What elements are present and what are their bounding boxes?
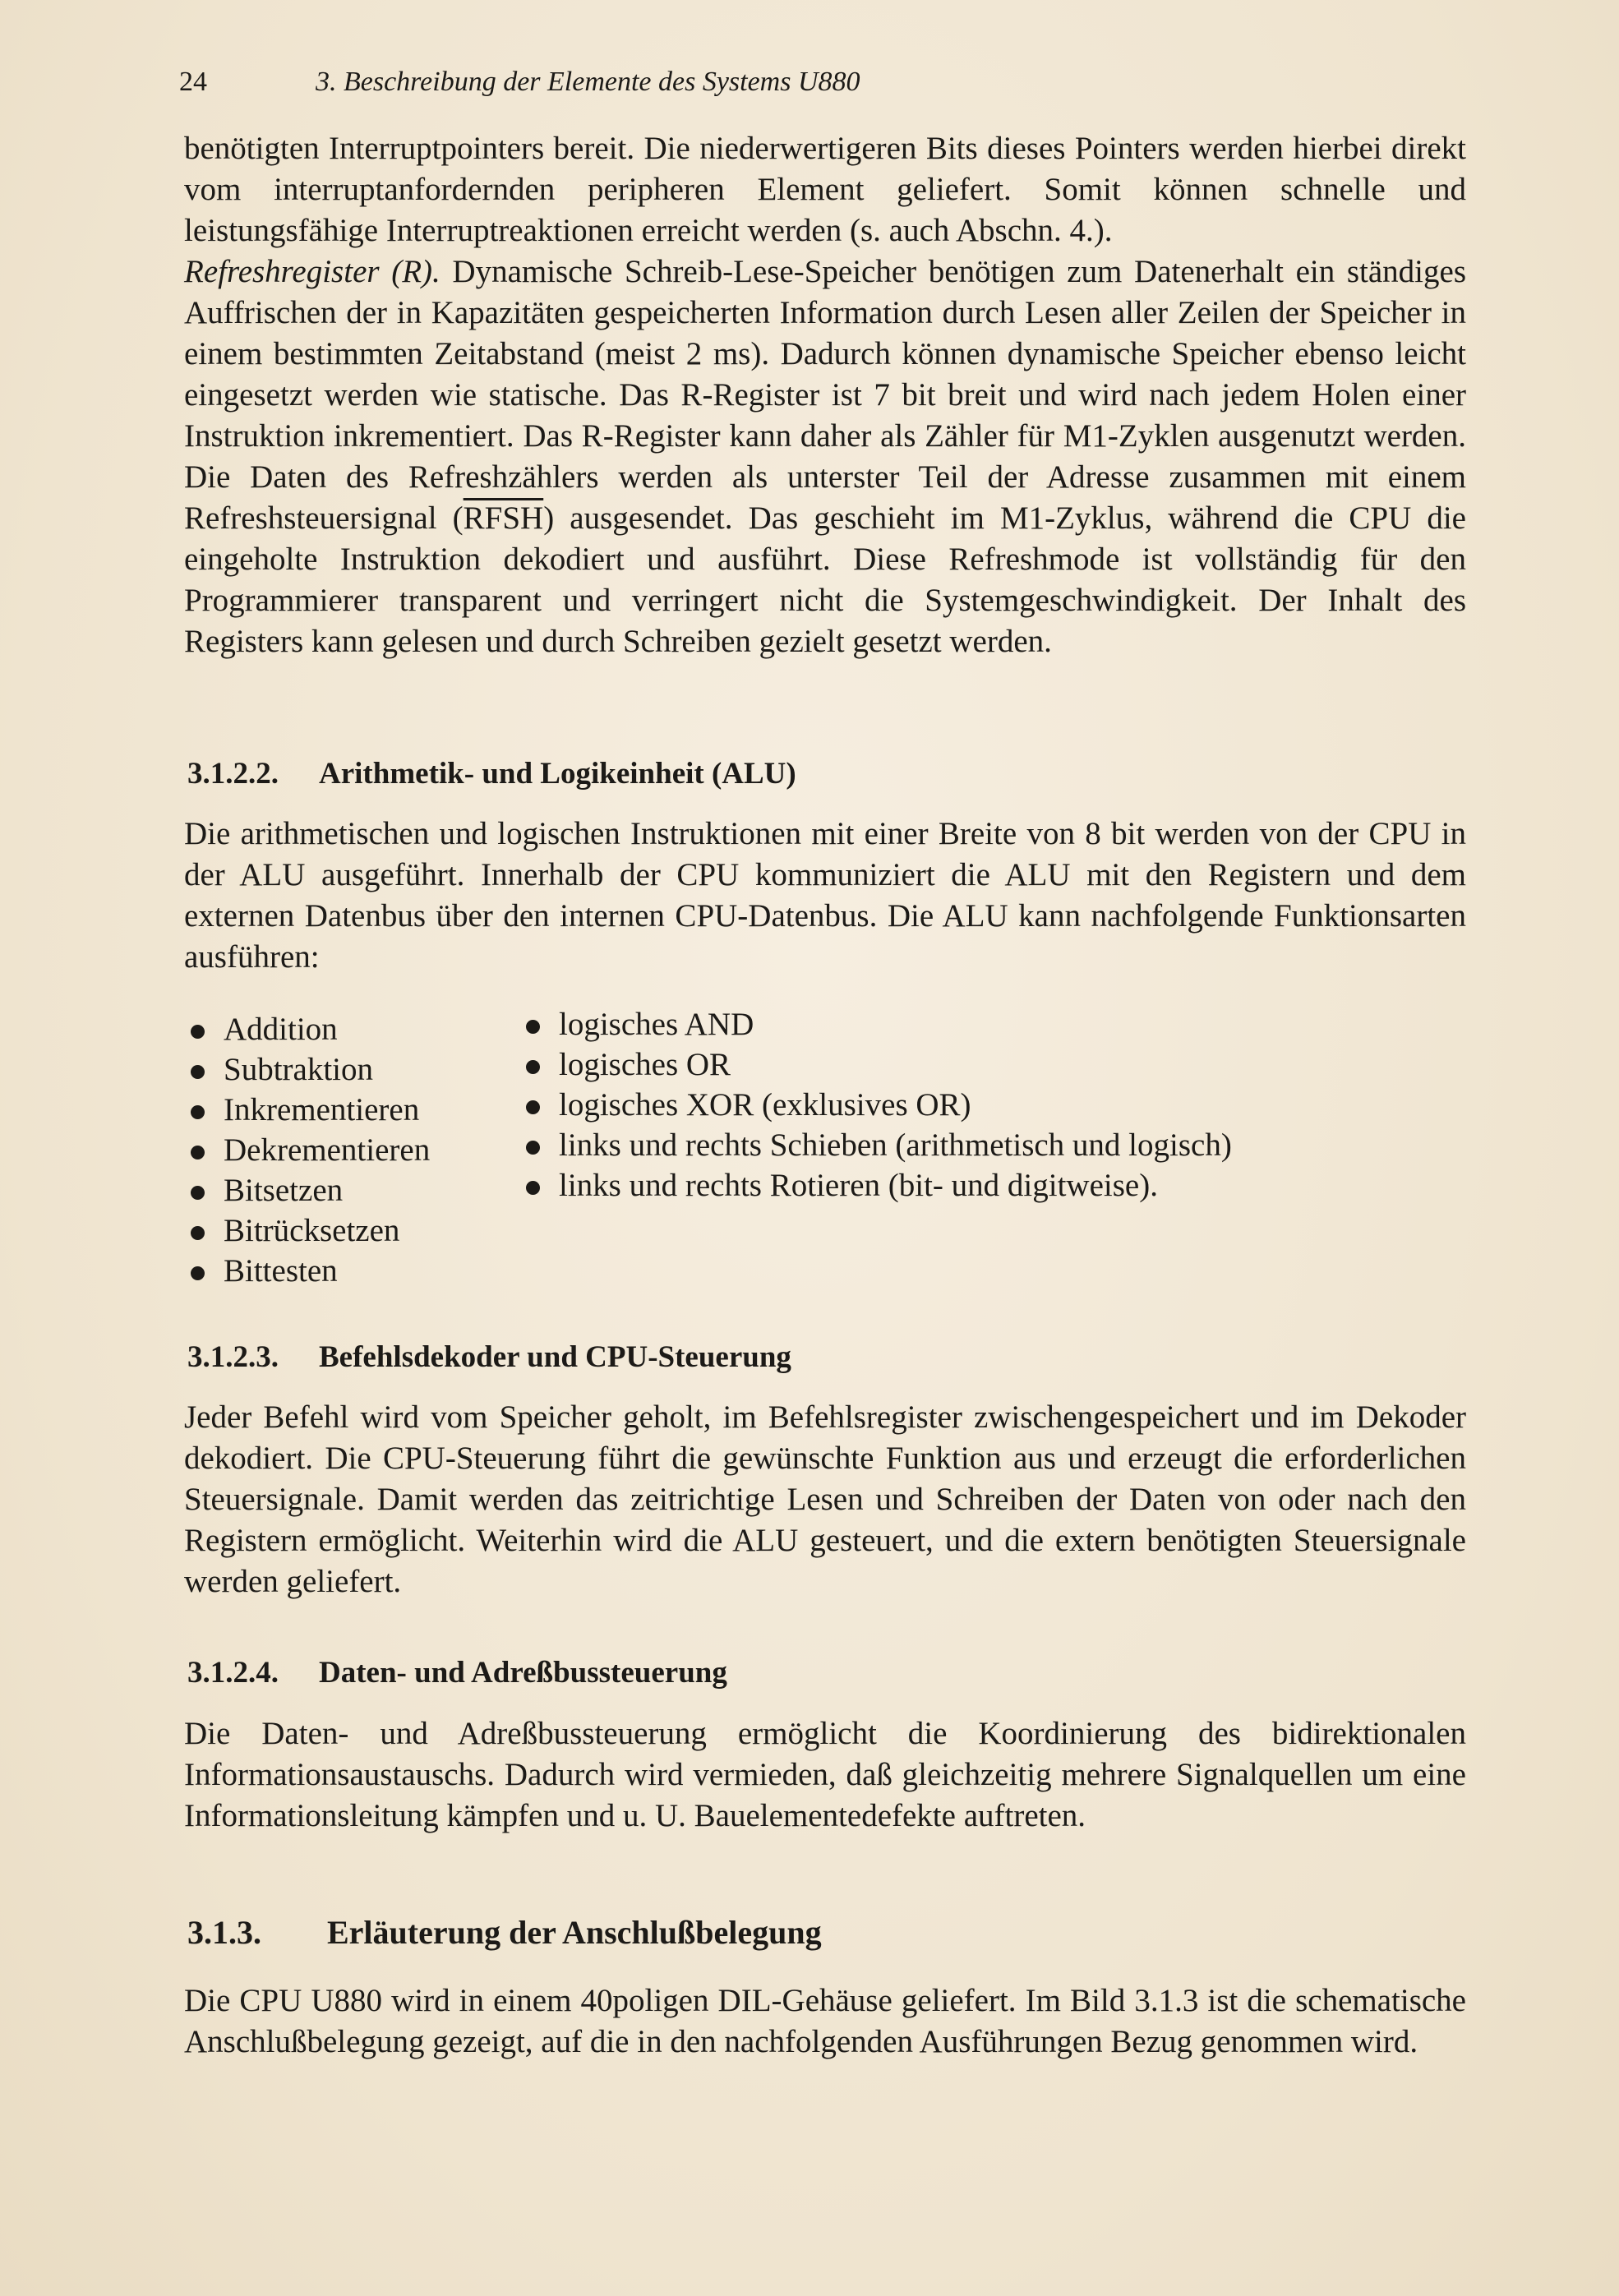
alu-functions-list-right — [526, 1004, 1232, 1206]
list-item: Subtraktion — [191, 1049, 430, 1090]
list-item: links und rechts Rotieren (bit- und digitweise). — [526, 1165, 1232, 1206]
page-header — [179, 66, 1461, 99]
section-number: 3.1.2.3. — [187, 1340, 279, 1374]
alu-functions-list-left — [191, 1009, 430, 1291]
paragraph-bus-control-text: Die Daten- und Adreßbussteuerung ermöglicht die Koordinierung des bidirektionalen Informationsaustauschs. Dadurch wird vermieden, daß gleichzeitig mehrere Signalquellen um eine Informationsleitung kämpfen und u. U. Bauelementedefekte auftreten. — [184, 1716, 1466, 1833]
section-title: Daten- und Adreßbussteuerung — [319, 1656, 727, 1690]
section-heading-3123 — [187, 1339, 1420, 1375]
paragraph-bus-control — [184, 1713, 1466, 1837]
paragraph-interrupt-pointer-text: benötigten Interruptpointers bereit. Die niederwertigeren Bits dieses Pointers werden hierbei direkt vom interruptanfordernden peripheren Element geliefert. Somit können schnelle und leistungsfähige Interruptreaktionen erreicht werden (s. auch Abschn. 4.). — [184, 131, 1466, 248]
paragraph-alu-text: Die arithmetischen und logischen Instruktionen mit einer Breite von 8 bit werden von der CPU in der ALU ausgeführt. Innerhalb der CPU kommuniziert die ALU mit den Registern und dem externen Datenbus über den internen CPU-Datenbus. Die ALU kann nachfolgende Funktionsarten ausführen: — [184, 816, 1466, 975]
running-title: 3. Beschreibung der Elemente des Systems U880 — [316, 67, 860, 97]
list-item: Bittesten — [191, 1251, 430, 1291]
section-number: 3.1.2.4. — [187, 1656, 279, 1690]
section-heading-3122 — [187, 756, 1420, 791]
section-title: Erläuterung der Anschlußbelegung — [327, 1914, 822, 1951]
paragraph-pin-assignment-text: Die CPU U880 wird in einem 40poligen DIL-Gehäuse geliefert. Im Bild 3.1.3 ist die schematische Anschlußbelegung gezeigt, auf die in den nachfolgenden Ausführungen Bezug genommen wird. — [184, 1983, 1466, 2059]
list-item: logisches AND — [526, 1004, 1232, 1044]
section-heading-3124 — [187, 1655, 1420, 1690]
paragraph-refresh-register — [184, 251, 1466, 662]
paragraph-instruction-decoder-text: Jeder Befehl wird vom Speicher geholt, im Befehlsregister zwischengespeichert und im Dekoder dekodiert. Die CPU-Steuerung führt die gewünschte Funktion aus und erzeugt die erforderlichen Steuersignale. Damit werden das zeitrichtige Lesen und Schreiben der Daten von oder nach den Registern ermöglicht. Weiterhin wird die ALU gesteuert, und die extern benötigten Steuersignale werden geliefert. — [184, 1399, 1466, 1599]
list-item: logisches XOR (exklusives OR) — [526, 1085, 1232, 1125]
list-item: Bitsetzen — [191, 1170, 430, 1210]
paragraph-pin-assignment — [184, 1980, 1466, 2063]
list-item: links und rechts Schieben (arithmetisch und logisch) — [526, 1125, 1232, 1165]
list-item: Dekrementieren — [191, 1130, 430, 1170]
term-refreshregister: Refreshregister (R). — [184, 254, 440, 289]
list-item: Inkrementieren — [191, 1090, 430, 1130]
refresh-text-part-b: ) ausgesendet. Das geschieht im M1-Zyklus, während die CPU die eingeholte Instruktion dekodiert und ausführt. Diese Refreshmode ist vollständig für den Programmierer transparent und verringert nicht die Systemgeschwindigkeit. Der Inhalt des Registers kann gelesen und durch Schreiben gezielt gesetzt werden. — [184, 500, 1466, 659]
section-title: Befehlsdekoder und CPU-Steuerung — [319, 1340, 791, 1374]
paragraph-interrupt-pointer — [184, 128, 1466, 251]
section-title: Arithmetik- und Logikeinheit (ALU) — [319, 757, 796, 791]
section-number: 3.1.3. — [187, 1914, 261, 1951]
section-heading-313 — [187, 1913, 1420, 1952]
refresh-text-part-a: Dynamische Schreib-Lese-Speicher benötigen zum Datenerhalt ein ständiges Auffrischen der in Kapazitäten gespeicherten Information durch Lesen aller Zeilen der Speicher in einem bestimmten Zeitabstand (meist 2 ms). Dadurch können dynamische Speicher ebenso leicht eingesetzt werden wie statische. Das R-Register ist 7 bit breit und wird nach jedem Holen einer Instruktion inkrementiert. Das R-Register kann daher als Zähler für M1-Zyklen ausgenutzt werden. Die Daten des Refreshzählers werden als unterster Teil der Adresse zusammen mit einem Refreshsteuersignal ( — [184, 254, 1467, 536]
list-item: Bitrücksetzen — [191, 1210, 430, 1251]
rfsh-signal: RFSH — [463, 500, 544, 536]
paragraph-instruction-decoder — [184, 1397, 1466, 1602]
list-item: logisches OR — [526, 1044, 1232, 1085]
list-item: Addition — [191, 1009, 430, 1049]
paragraph-alu — [184, 814, 1466, 978]
section-number: 3.1.2.2. — [187, 757, 279, 791]
page-number: 24 — [179, 67, 207, 97]
